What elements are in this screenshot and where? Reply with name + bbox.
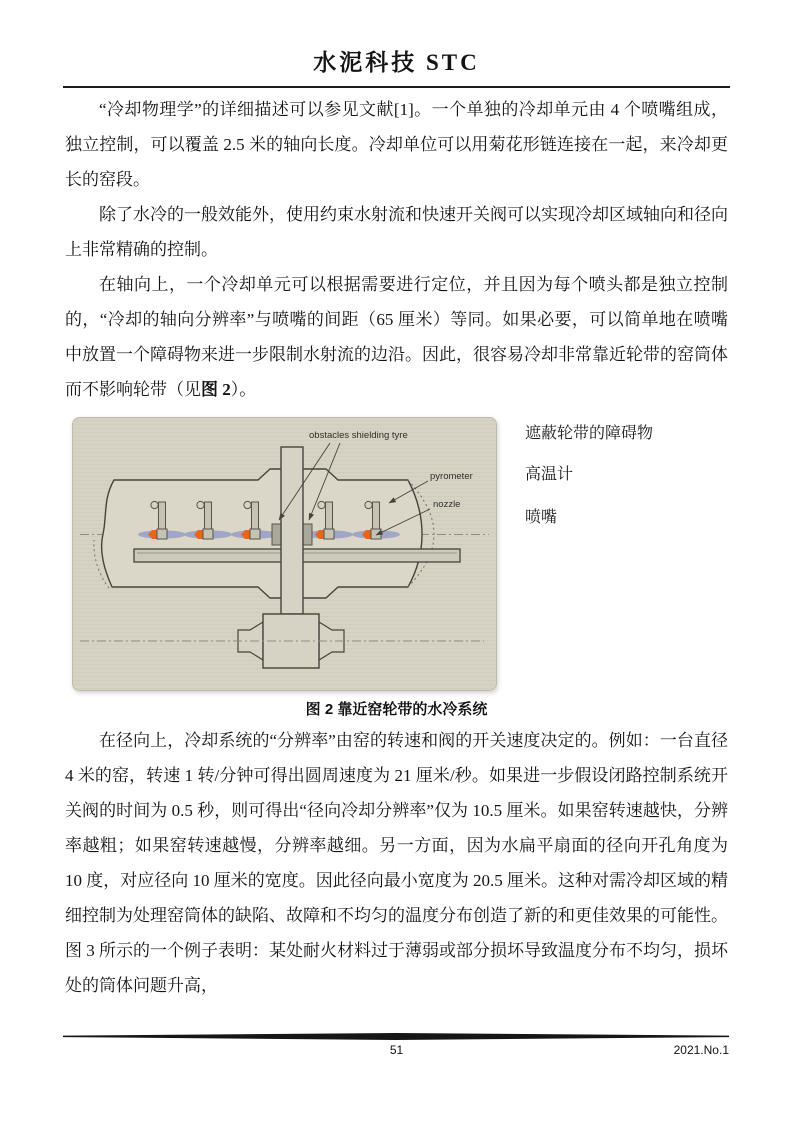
paragraph-2: 除了水冷的一般效能外，使用约束水射流和快速开关阀可以实现冷却区域轴向和径向上非常精确的控制。 [65, 205, 728, 259]
issue-number: 2021.No.1 [673, 1043, 729, 1057]
obstacle-block-right [303, 524, 312, 545]
figure-translation-labels [525, 417, 735, 691]
water-sprays [138, 530, 400, 538]
translation-pyrometer: 高温计 [525, 466, 574, 483]
obstacle-block-left [272, 524, 281, 545]
paragraph-4: 在径向上，冷却系统的“分辨率”由窑的转速和阀的开关速度决定的。例如：一台直径 4 米的窑，转速 1 转/分钟可得出圆周速度为 21 厘米/秒。如果进一步假设闭路控制系统开关阀的时间为 0.5 秒，则可得出“径向冷却分辨率”仅为 10.5 厘米。如果窑转速越快，分辨率越粗；如果窑转速越慢，分辨率越细。另一方面，因为水扁平扇面的径向开孔角度为 10 度，对应径向 10 厘米的宽度。因此径向最小宽度为 20.5 厘米。这种对需冷却区域的精细控制为处理窑筒体的缺陷、故障和不均匀的温度分布创造了新的和更佳效果的可能性。图 3 所示的一个例子表明：某处耐火材料过于薄弱或部分损坏导致温度分布不均匀，损坏处的筒体问题升高， [65, 731, 728, 995]
translation-obstacles: 遮蔽轮带的障碍物 [525, 425, 654, 442]
page-number: 51 [389, 1043, 404, 1057]
page-footer [0, 1033, 793, 1093]
journal-title: 水泥科技 STC [313, 50, 480, 75]
nozzle-label: nozzle [433, 499, 461, 510]
article-body [65, 92, 728, 1003]
pyrometer-label: pyrometer [430, 471, 473, 482]
translation-nozzle: 喷嘴 [525, 509, 558, 526]
figure-caption: 图 2 靠近窑轮带的水冷系统 [305, 701, 488, 718]
header-rule [63, 86, 730, 88]
paragraph-1: “冷却物理学”的详细描述可以参见文献[1]。一个单独的冷却单元由 4 个喷嘴组成，独立控制，可以覆盖 2.5 米的轴向长度。冷却单位可以用菊花形链连接在一起，来冷却更长的窑段。 [65, 100, 728, 189]
figure-2 [72, 417, 728, 691]
footer-rule [63, 1033, 729, 1040]
figure-2-reference: 图 2 [201, 380, 231, 399]
kiln-tyre [281, 447, 303, 614]
paragraph-3 [65, 267, 728, 407]
paragraph-3-tail: ）。 [230, 380, 257, 399]
page-header [0, 0, 793, 88]
water-cooling-diagram [72, 417, 497, 691]
paragraph-3-text: 在轴向上，一个冷却单元可以根据需要进行定位，并且因为每个喷头都是独立控制的，“冷却的轴向分辨率”与喷嘴的间距（65 厘米）等同。如果必要，可以简单地在喷嘴中放置一个障碍物来进一步限制水射流的边沿。因此，很容易冷却非常靠近轮带的窑筒体而不影响轮带（见 [65, 275, 728, 399]
figure-2-image [72, 417, 497, 691]
obstacles-label: obstacles shielding tyre [309, 430, 408, 441]
